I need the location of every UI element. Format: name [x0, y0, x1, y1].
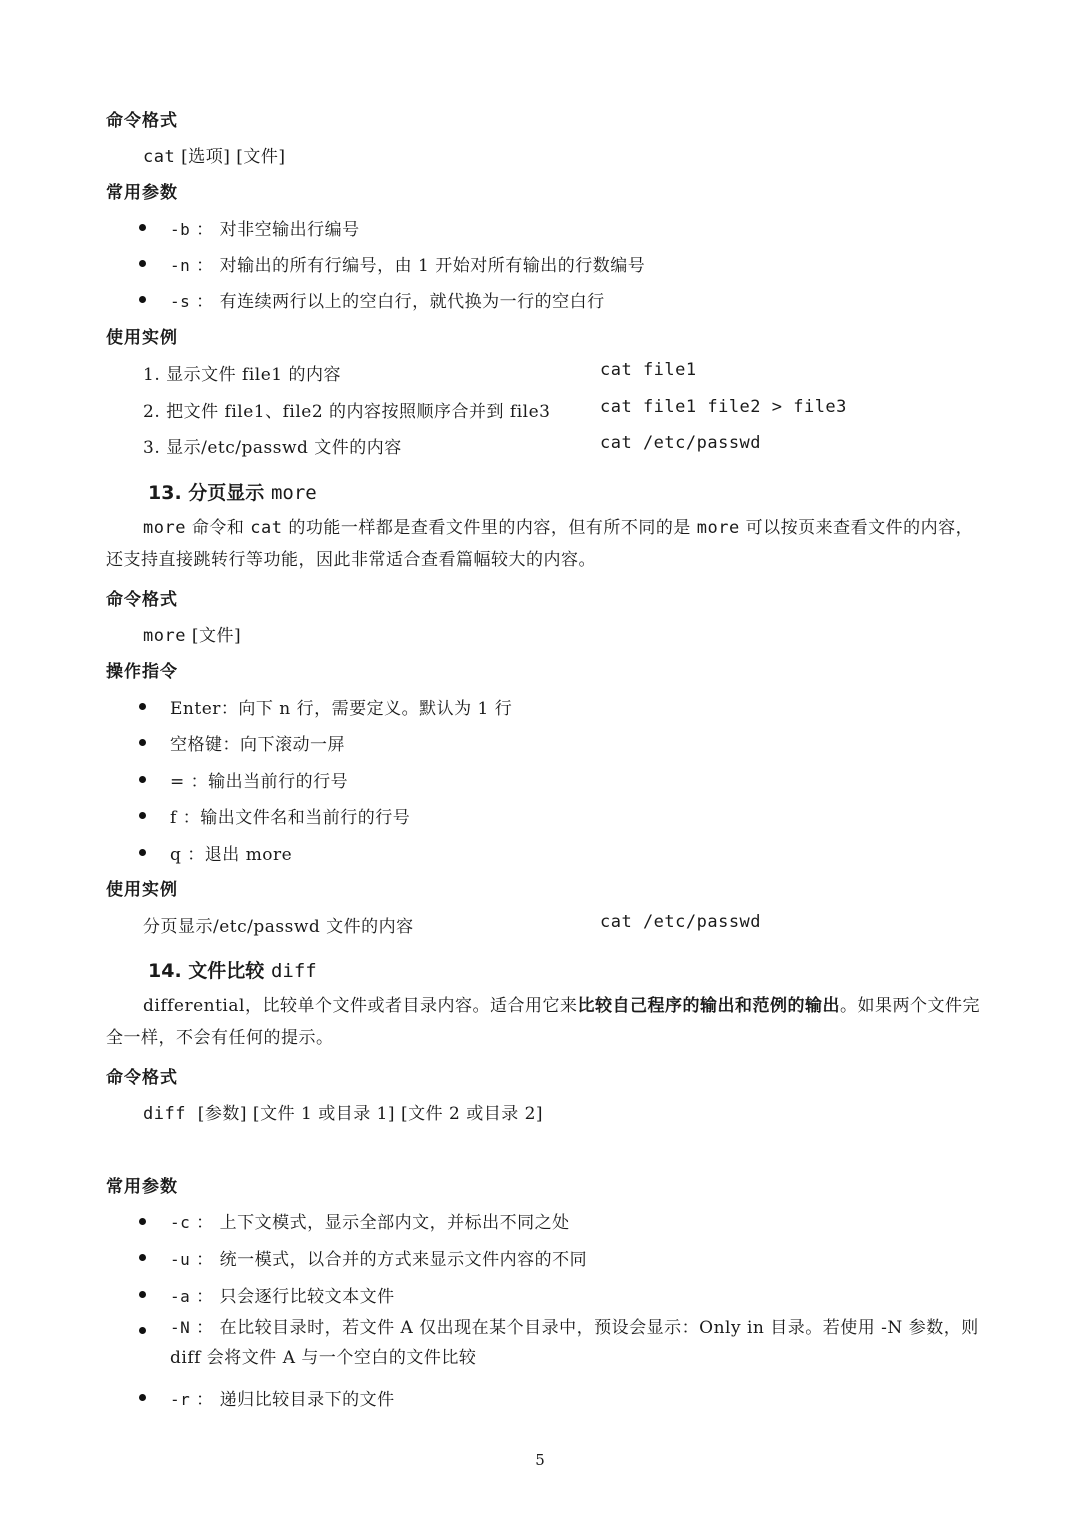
section-number: 14.	[148, 960, 182, 982]
param-flag: -c	[170, 1213, 191, 1232]
example-num: 2.	[143, 402, 161, 422]
more-section-title	[148, 478, 317, 505]
param-flag: -u	[170, 1250, 191, 1269]
example-num: 3.	[143, 438, 161, 458]
diff-format-line	[143, 1099, 543, 1124]
example-desc: 把文件 file1、file2 的内容按照顺序合并到 file3	[166, 402, 551, 422]
bullet-icon	[139, 1291, 146, 1298]
bullet-icon	[139, 812, 146, 819]
cat-param-item	[170, 215, 360, 240]
param-sep: ：	[196, 256, 214, 276]
cat-examples-heading: 使用实例	[106, 328, 178, 348]
param-flag: -b	[170, 220, 191, 239]
more-op-item: q ：退出 more	[170, 845, 293, 865]
more-ops-heading: 操作指令	[106, 662, 178, 682]
param-desc: 只会逐行比较文本文件	[219, 1287, 395, 1307]
bullet-icon	[139, 1218, 146, 1225]
bullet-icon	[139, 849, 146, 856]
diff-param-item	[170, 1245, 587, 1270]
param-sep: ：	[196, 1390, 214, 1410]
cat-format-line	[143, 142, 286, 167]
example-desc: 显示/etc/passwd 文件的内容	[166, 438, 402, 458]
param-desc: 对非空输出行编号	[219, 220, 360, 240]
cat-format-args: [选项] [文件]	[181, 147, 286, 167]
param-sep: ：	[196, 220, 214, 240]
param-flag: -a	[170, 1287, 191, 1306]
bullet-icon	[139, 224, 146, 231]
param-desc: 统一模式，以合并的方式来显示文件内容的不同	[219, 1250, 588, 1270]
more-op-item: = ：输出当前行的行号	[170, 772, 349, 792]
more-format-cmd: more	[143, 626, 186, 646]
bullet-icon	[139, 1254, 146, 1261]
more-intro-paragraph	[106, 512, 980, 576]
param-desc: 对输出的所有行编号，由 1 开始对所有输出的行数编号	[219, 256, 646, 276]
cat-params-heading: 常用参数	[106, 183, 178, 203]
intro-cmd: more	[143, 518, 186, 538]
param-sep: ：	[196, 1318, 214, 1338]
intro-text: 命令和	[185, 518, 251, 538]
more-format-line	[143, 621, 241, 646]
more-example-cmd: cat /etc/passwd	[600, 912, 762, 932]
bullet-icon	[139, 260, 146, 267]
param-sep: ：	[196, 1287, 214, 1307]
param-sep: ：	[196, 1213, 214, 1233]
bullet-icon	[139, 1394, 146, 1401]
bullet-icon	[139, 739, 146, 746]
diff-param-item	[170, 1313, 980, 1373]
bullet-icon	[139, 296, 146, 303]
bullet-icon	[139, 776, 146, 783]
param-sep: ：	[196, 1250, 214, 1270]
bullet-icon	[139, 703, 146, 710]
cat-example-cmd: cat file1 file2 > file3	[600, 397, 847, 417]
more-examples-heading: 使用实例	[106, 880, 178, 900]
more-op-item: 空格键：向下滚动一屏	[170, 735, 345, 755]
diff-format-heading: 命令格式	[106, 1068, 178, 1088]
diff-intro-paragraph	[106, 990, 980, 1054]
intro-emphasis: 比较自己程序的输出和范例的输出	[577, 996, 840, 1016]
param-desc: 在比较目录时，若文件 A 仅出现在某个目录中，预设会显示：Only in 目录。若使用 -N 参数，则 diff 会将文件 A 与一个空白的文件比较	[170, 1318, 979, 1368]
example-desc: 显示文件 file1 的内容	[166, 365, 341, 385]
section-title-cmd: diff	[270, 960, 317, 982]
param-desc: 上下文模式，显示全部内文，并标出不同之处	[219, 1213, 570, 1233]
diff-param-item	[170, 1385, 395, 1410]
diff-format-args: [参数] [文件 1 或目录 1] [文件 2 或目录 2]	[197, 1104, 544, 1124]
intro-text: 。如果两个文件完全一样，不会有任何的提示。	[106, 996, 980, 1048]
intro-cmd: more	[696, 518, 740, 538]
bullet-icon	[139, 1327, 146, 1334]
more-example-desc: 分页显示/etc/passwd 文件的内容	[143, 917, 414, 937]
diff-param-item	[170, 1208, 570, 1233]
page-number: 5	[535, 1451, 545, 1469]
param-flag: -n	[170, 256, 191, 275]
diff-param-item	[170, 1282, 395, 1307]
diff-section-title	[148, 956, 317, 983]
cat-param-item	[170, 251, 645, 276]
diff-params-heading: 常用参数	[106, 1177, 178, 1197]
section-title-text: 分页显示	[188, 482, 265, 504]
cat-example-cmd: cat file1	[600, 360, 697, 380]
more-op-item: Enter：向下 n 行，需要定义。默认为 1 行	[170, 699, 513, 719]
param-flag: -N	[170, 1318, 191, 1337]
param-sep: ：	[196, 292, 214, 312]
intro-text: 可以按页来查看文件的内容，还支持直接跳转行等功能，因此非常适合查看篇幅较大的内容。	[106, 518, 974, 570]
cat-example-cmd: cat /etc/passwd	[600, 433, 762, 453]
intro-cmd: cat	[250, 518, 283, 538]
param-flag: -s	[170, 292, 191, 311]
more-op-item: f ：输出文件名和当前行的行号	[170, 808, 411, 828]
section-number: 13.	[148, 482, 182, 504]
cat-example-desc	[143, 397, 550, 422]
cat-example-desc	[143, 433, 402, 458]
cat-format-cmd: cat	[143, 147, 176, 167]
section-title-text: 文件比较	[188, 960, 265, 982]
more-format-heading: 命令格式	[106, 590, 178, 610]
param-desc: 递归比较目录下的文件	[219, 1390, 395, 1410]
diff-format-cmd: diff	[143, 1104, 186, 1124]
example-num: 1.	[143, 365, 161, 385]
cat-example-desc	[143, 360, 341, 385]
cat-format-heading: 命令格式	[106, 111, 178, 131]
param-desc: 有连续两行以上的空白行，就代换为一行的空白行	[219, 292, 605, 312]
intro-text: differential，比较单个文件或者目录内容。适合用它来	[143, 996, 578, 1016]
param-flag: -r	[170, 1390, 191, 1409]
section-title-cmd: more	[270, 482, 317, 504]
more-format-args: [文件]	[191, 626, 242, 646]
intro-text: 的功能一样都是查看文件里的内容，但有所不同的是	[282, 518, 697, 538]
cat-param-item	[170, 287, 605, 312]
